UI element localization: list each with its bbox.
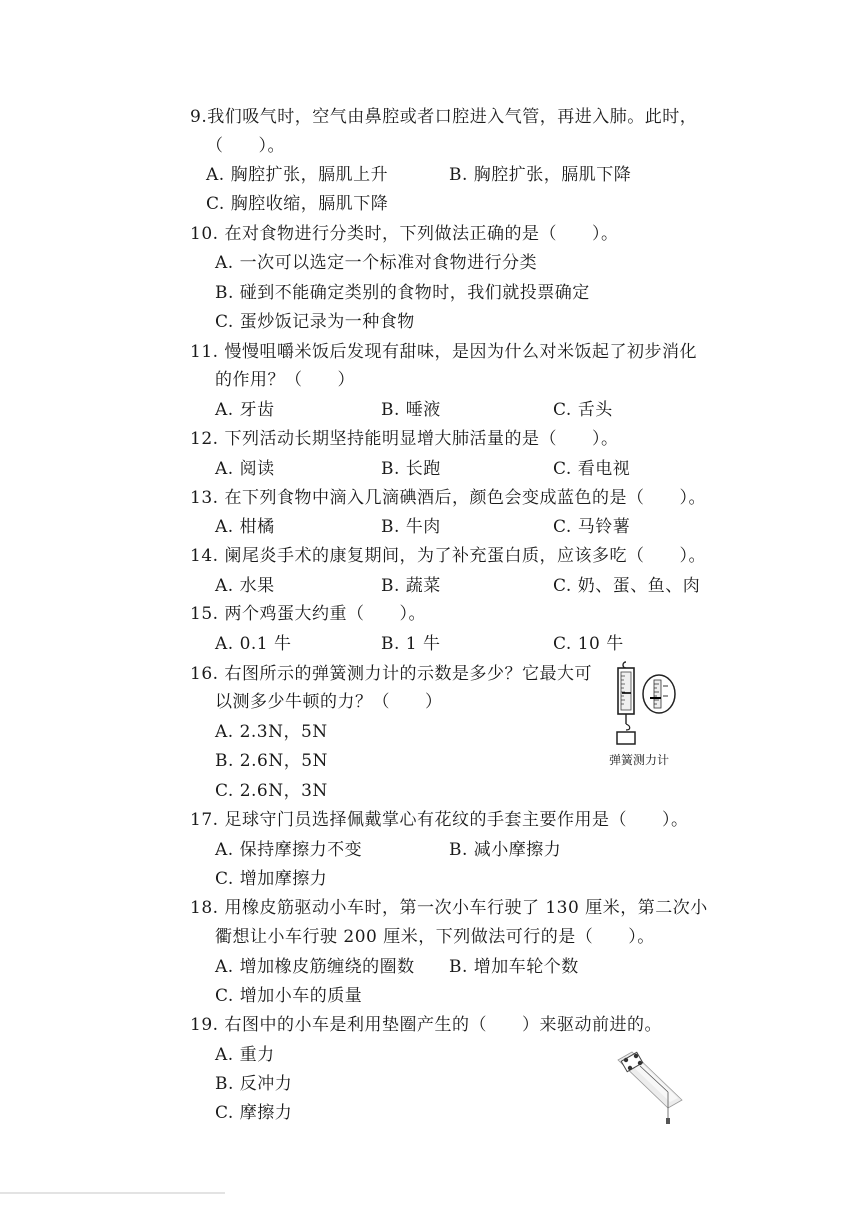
cart-figure xyxy=(612,1048,684,1128)
question-15-option-b: B. 1 牛 xyxy=(381,634,441,654)
question-14-option-c: C. 奶、蛋、鱼、肉 xyxy=(553,576,701,596)
question-19-option-a: A. 重力 xyxy=(215,1045,275,1065)
question-10-option-a: A. 一次可以选定一个标准对食物进行分类 xyxy=(215,253,538,273)
question-9-option-c: C. 胸腔收缩，膈肌下降 xyxy=(206,194,389,214)
question-19-option-b: B. 反冲力 xyxy=(215,1074,293,1094)
question-15-option-c: C. 10 牛 xyxy=(553,634,624,654)
question-19-stem: 19. 右图中的小车是利用垫圈产生的（ ）来驱动前进的。 xyxy=(190,1015,662,1035)
question-12-option-c: C. 看电视 xyxy=(553,459,631,479)
question-17-option-b: B. 减小摩擦力 xyxy=(449,840,562,860)
question-12-stem: 12. 下列活动长期坚持能明显增大肺活量的是（ ）。 xyxy=(190,429,619,449)
question-18-stem-line-2: 衢想让小车行驶 200 厘米，下列做法可行的是（ ）。 xyxy=(215,927,655,947)
question-14-stem: 14. 阑尾炎手术的康复期间，为了补充蛋白质，应该多吃（ ）。 xyxy=(190,546,706,566)
question-10-stem: 10. 在对食物进行分类时，下列做法正确的是（ ）。 xyxy=(190,224,619,244)
question-12-option-b: B. 长跑 xyxy=(381,459,441,479)
question-13-option-a: A. 柑橘 xyxy=(215,517,275,537)
question-11-option-a: A. 牙齿 xyxy=(215,400,275,420)
spring-scale-caption: 弹簧测力计 xyxy=(609,753,670,767)
question-9-option-a: A. 胸腔扩张，膈肌上升 xyxy=(206,165,389,185)
question-10-option-c: C. 蛋炒饭记录为一种食物 xyxy=(215,312,415,332)
question-11-option-c: C. 舌头 xyxy=(553,400,613,420)
question-14-option-a: A. 水果 xyxy=(215,576,275,596)
cart-on-ramp-icon xyxy=(612,1048,684,1128)
question-16-option-b: B. 2.6N，5N xyxy=(215,751,328,771)
question-9-stem-line-1: 9.我们吸气时，空气由鼻腔或者口腔进入气管，再进入肺。此时， xyxy=(190,107,698,127)
question-17-option-c: C. 增加摩擦力 xyxy=(215,869,328,889)
question-15-stem: 15. 两个鸡蛋大约重（ ）。 xyxy=(190,604,426,624)
question-19-option-c: C. 摩擦力 xyxy=(215,1103,293,1123)
spring-scale-icon xyxy=(605,660,683,752)
question-14-option-b: B. 蔬菜 xyxy=(381,576,441,596)
question-13-option-b: B. 牛肉 xyxy=(381,517,441,537)
question-16-stem-line-2: 以测多少牛顿的力？（ ） xyxy=(215,692,443,712)
question-10-option-b: B. 碰到不能确定类别的食物时，我们就投票确定 xyxy=(215,283,590,303)
question-17-option-a: A. 保持摩擦力不变 xyxy=(215,840,363,860)
question-16-option-c: C. 2.6N，3N xyxy=(215,781,328,801)
question-11-stem-line-2: 的作用？（ ） xyxy=(215,370,355,390)
question-15-option-a: A. 0.1 牛 xyxy=(215,634,292,654)
question-18-stem-line-1: 18. 用橡皮筋驱动小车时，第一次小车行驶了 130 厘米，第二次小 xyxy=(190,898,708,918)
question-18-option-a: A. 增加橡皮筋缠绕的圈数 xyxy=(215,957,415,977)
question-17-stem: 17. 足球守门员选择佩戴掌心有花纹的手套主要作用是（ ）。 xyxy=(190,810,689,830)
question-16-option-a: A. 2.3N，5N xyxy=(215,722,328,742)
question-13-option-c: C. 马铃薯 xyxy=(553,517,631,537)
question-11-option-b: B. 唾液 xyxy=(381,400,441,420)
question-18-option-c: C. 增加小车的质量 xyxy=(215,986,363,1006)
question-12-option-a: A. 阅读 xyxy=(215,459,275,479)
question-11-stem-line-1: 11. 慢慢咀嚼米饭后发现有甜味，是因为什么对米饭起了初步消化 xyxy=(190,342,697,362)
bottom-divider xyxy=(0,1192,225,1194)
question-9-stem-line-2: （ ）。 xyxy=(206,136,285,156)
spring-scale-figure xyxy=(605,660,683,752)
question-9-option-b: B. 胸腔扩张，膈肌下降 xyxy=(449,165,632,185)
question-16-stem-line-1: 16. 右图所示的弹簧测力计的示数是多少？它最大可 xyxy=(190,664,592,684)
question-18-option-b: B. 增加车轮个数 xyxy=(449,957,579,977)
question-13-stem: 13. 在下列食物中滴入几滴碘酒后，颜色会变成蓝色的是（ ）。 xyxy=(190,488,706,508)
